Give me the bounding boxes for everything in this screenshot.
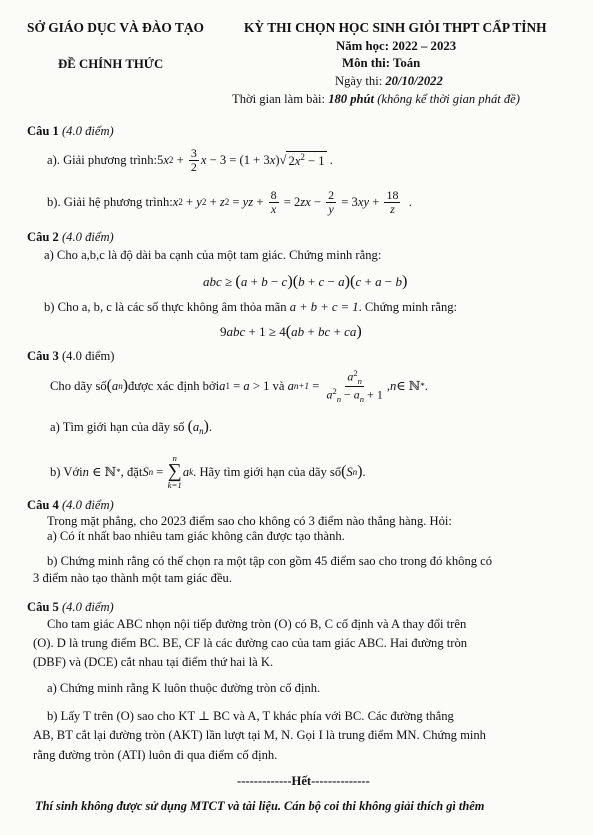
q4-a: a) Có ít nhất bao nhiêu tam giác không cân được tạo thành. [47, 529, 345, 543]
org-name: SỞ GIÁO DỤC VÀ ĐÀO TẠO [27, 20, 204, 35]
subject: Môn thi: Toán [342, 56, 421, 70]
q5-b-line3: rằng đường tròn (ATI) luôn đi qua điểm cố định. [33, 748, 278, 762]
q1-b-equation: x 2 + y 2 + z 2 = yz + $\frac{8}{x}$ = 2 zx − $\frac{2}{y}$ = 3 xy + $\frac{18}{z}$ . [172, 187, 412, 216]
official-label: ĐỀ CHÍNH THỨC [58, 57, 164, 71]
q1-a: a). Giải phương trình: 5 x 2 + $\frac{3}{2}$ x − 3 = (1 + 3 x )√ $2x^2 - 1$ . [47, 145, 333, 174]
q5-line2: (O). D là trung điểm BC. BE, CF là các đường cao của tam giác ABC. Hai đường tròn [33, 636, 468, 650]
q3-recurrence: a 1 = a > 1 và a n+1 = $\frac{a^2_n}{a^2_n - a_n + 1}$ , n ∈ ℕ * . [219, 367, 428, 404]
q2-a-inequality: abc ≥ (a + b − c)(b + c − a)(c + a − b) [203, 272, 408, 290]
q4-b-line2: 3 điểm nào tạo thành một tam giác đều. [33, 571, 232, 585]
q1-b: b). Giải hệ phương trình: x 2 + y 2 + z 2 = yz + $\frac{8}{x}$ = 2 zx − $\frac{2}{y}$ = 3 xy + $\frac{18}{z}$ . [47, 187, 412, 216]
q5-line3: (DBF) và (DCE) cắt nhau tại điểm thứ hai là K. [33, 655, 274, 669]
q2-b-inequality: 9abc + 1 ≥ 4(ab + bc + ca) [220, 322, 362, 340]
q2-a: a) Cho a,b,c là độ dài ba cạnh của một tam giác. Chứng minh rằng: [44, 248, 382, 262]
q5-b-line1: b) Lấy T trên (O) sao cho KT ⊥ BC và A, T khác phía với BC. Các đường thẳng [47, 709, 454, 723]
q2-b: b) Cho a, b, c là các số thực không âm thỏa mãn a + b + c = 1. Chứng minh rằng: [44, 300, 458, 314]
end-marker: -------------Hết-------------- [237, 774, 370, 788]
q1-a-equation: 5 x 2 + $\frac{3}{2}$ x − 3 = (1 + 3 x )√ $2x^2 - 1$ . [157, 145, 333, 174]
q3-a: a) Tìm giới hạn của dãy số $(a_n)$. [50, 418, 213, 437]
q5-b-line2: AB, BT cắt lại đường tròn (AKT) lần lượt tại M, N. Gọi I là trung điểm MN. Chứng minh [33, 728, 486, 742]
exam-title: KỲ THI CHỌN HỌC SINH GIỎI THPT CẤP TỈNH [244, 20, 547, 35]
q3-b: b) Với n ∈ ℕ * , đặt S n = n ∑ k=1 a k . Hãy tìm giới hạn của dãy số ( S n ) . [50, 453, 366, 491]
q4-line1: Trong mặt phẳng, cho 2023 điểm sao cho không có 3 điểm nào thẳng hàng. Hỏi: [47, 514, 452, 528]
exam-date: Ngày thi: 20/10/2022 [335, 74, 443, 88]
q5-a: a) Chứng minh rằng K luôn thuộc đường tròn cố định. [47, 681, 321, 695]
q1-heading: Câu 1 (4.0 điểm) [27, 124, 114, 138]
q3-intro: Cho dãy số ( a n ) được xác định bởi a 1 = a > 1 và a n+1 = $\frac{a^2_n}{a^2_n - a_n + 1}$ , n ∈ ℕ * . [50, 367, 428, 404]
q5-heading: Câu 5 (4.0 điểm) [27, 600, 114, 614]
q5-line1: Cho tam giác ABC nhọn nội tiếp đường tròn (O) có B, C cố định và A thay đổi trên [47, 617, 467, 631]
school-year: Năm học: 2022 – 2023 [336, 39, 457, 53]
q4-heading: Câu 4 (4.0 điểm) [27, 498, 114, 512]
exam-duration: Thời gian làm bài: 180 phút (không kể thời gian phát đề) [232, 92, 520, 106]
q4-b-line1: b) Chứng minh rằng có thể chọn ra một tập con gồm 45 điểm sao cho trong đó không có [47, 554, 493, 568]
footer-note: Thí sinh không được sử dụng MTCT và tài liệu. Cán bộ coi thi không giải thích gì thêm [35, 799, 485, 813]
q2-heading: Câu 2 (4.0 điểm) [27, 230, 114, 244]
q3-heading: Câu 3 (4.0 điểm) [27, 349, 115, 363]
